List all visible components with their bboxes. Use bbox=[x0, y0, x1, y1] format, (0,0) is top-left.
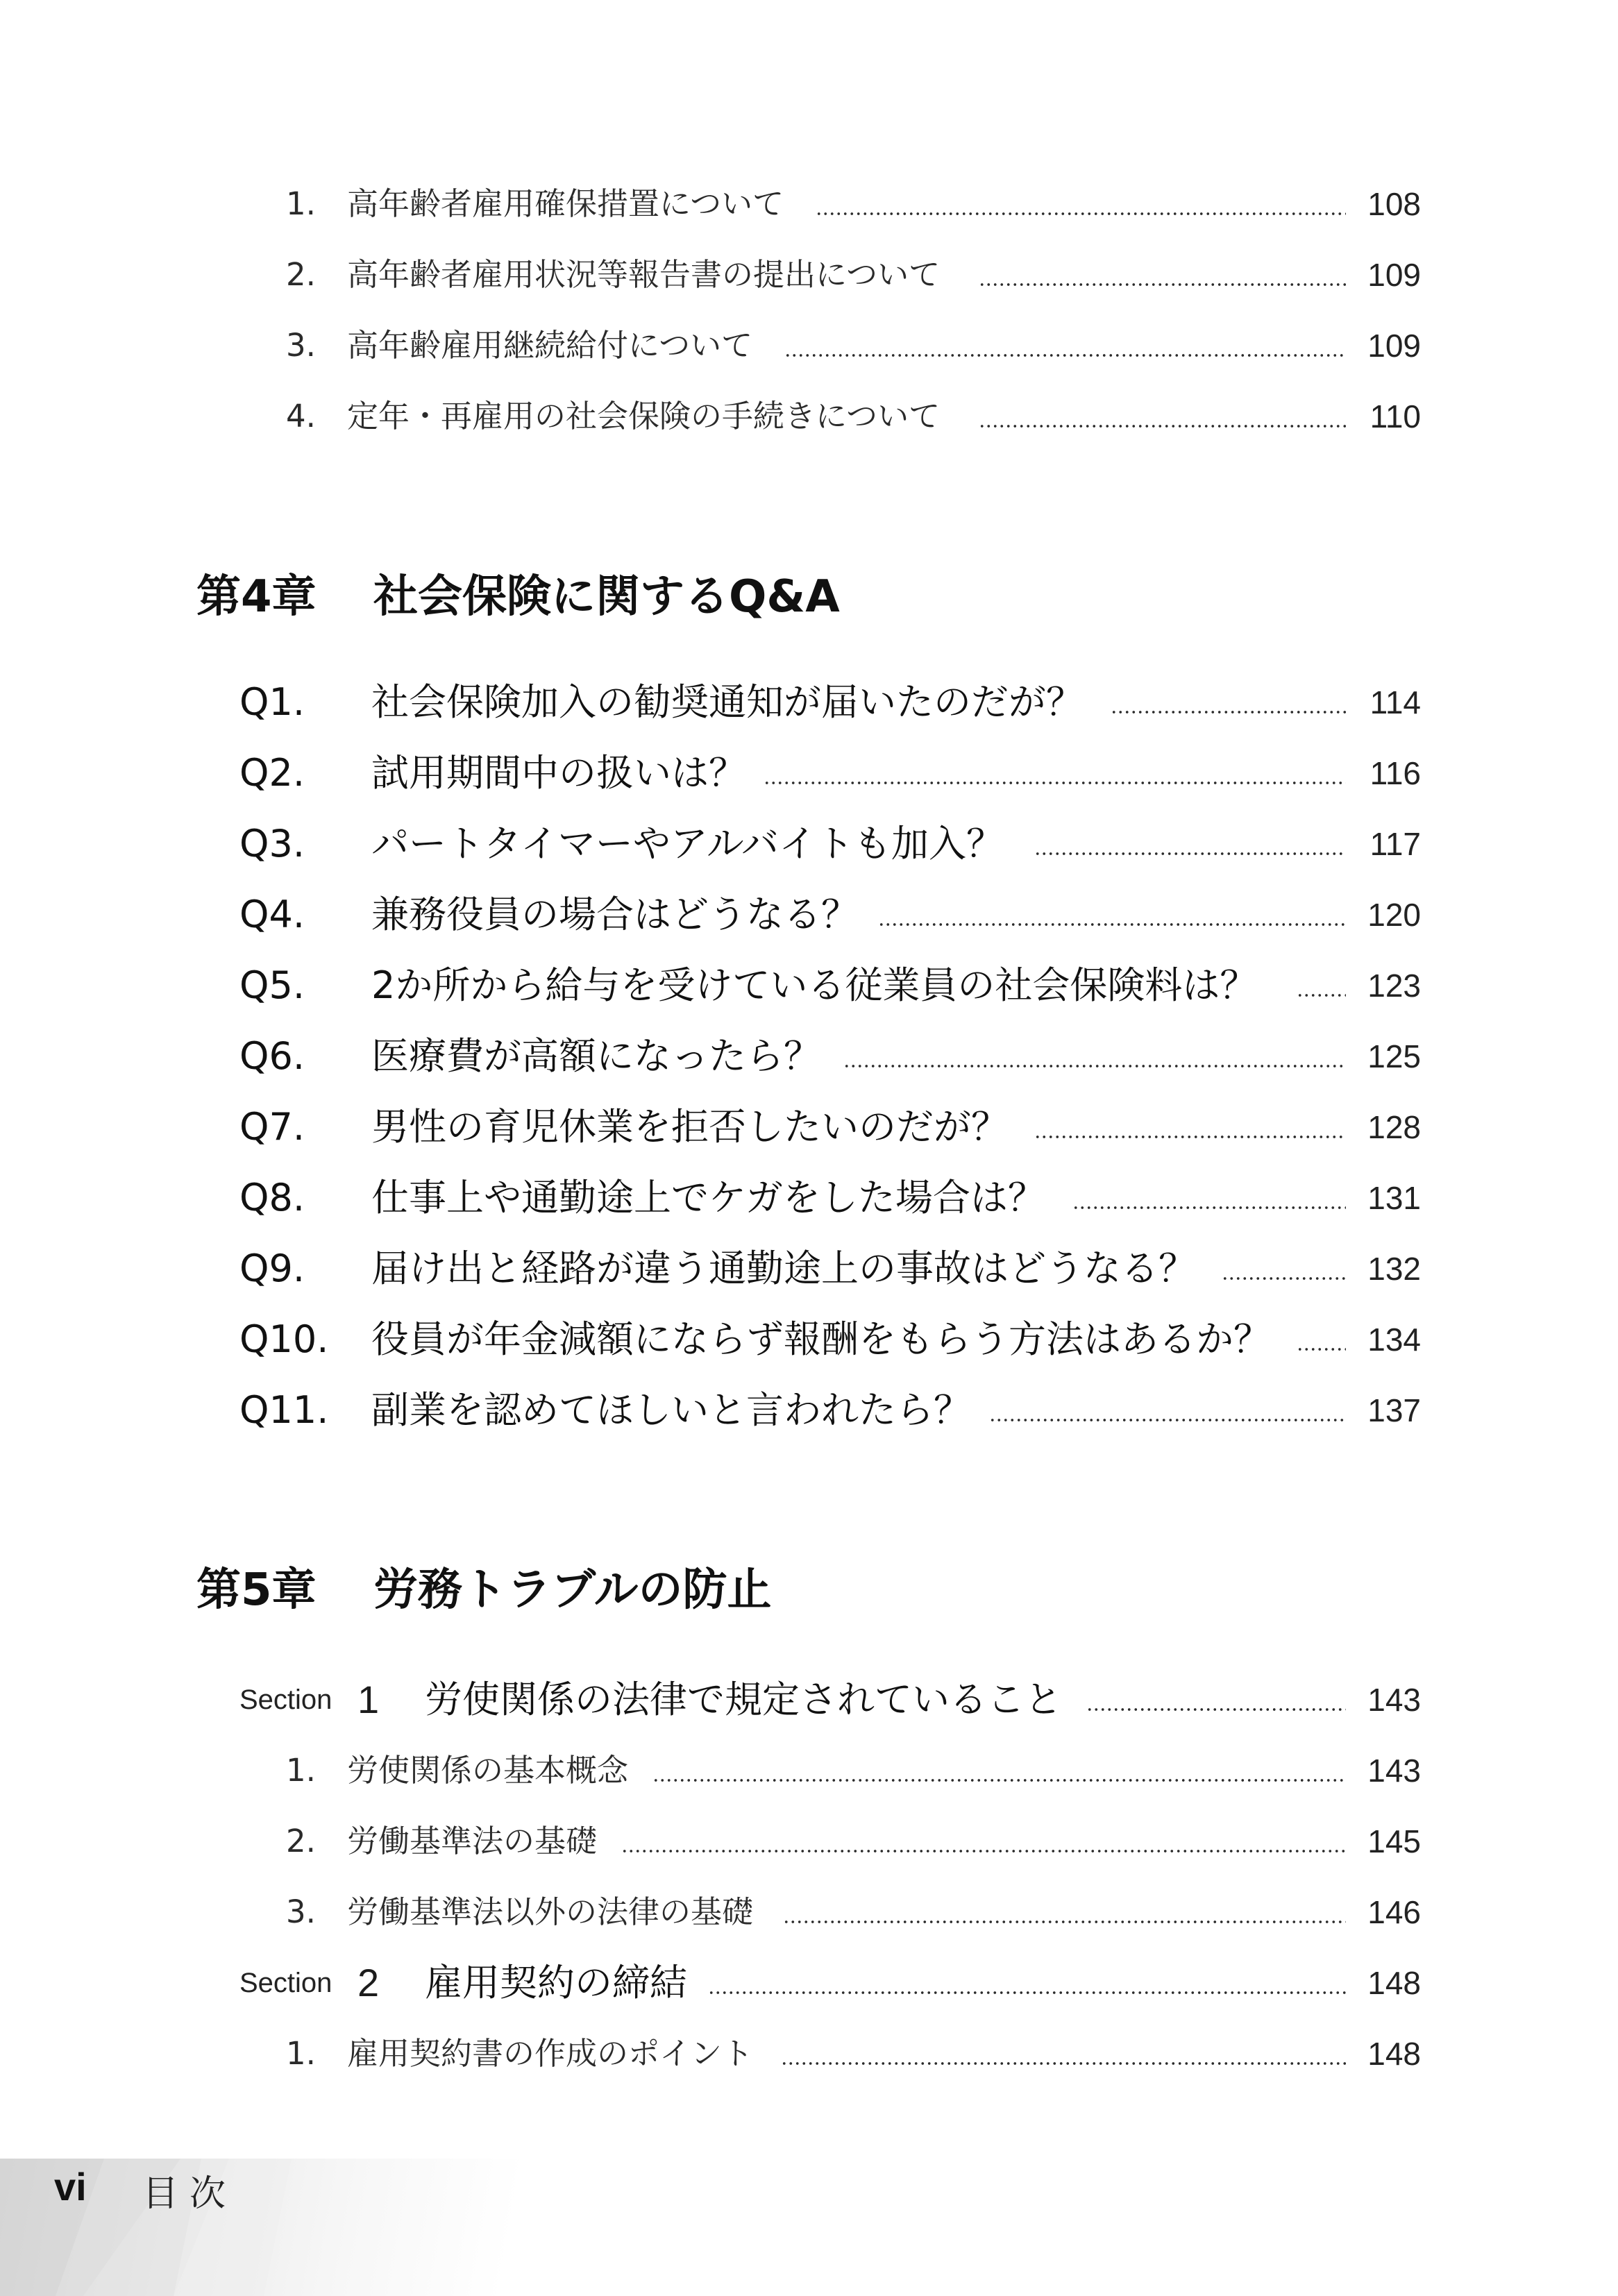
toc-entry[interactable] bbox=[0, 1739, 1618, 1802]
entry-title: 雇用契約書の作成のポイント bbox=[347, 2035, 754, 2072]
question-title: 届け出と経路が違う通勤途上の事故はどうなる？ bbox=[371, 1247, 1196, 1290]
entry-number: 1. bbox=[286, 2035, 316, 2072]
question-number: Q4. bbox=[239, 893, 305, 936]
footer-page-number: vi bbox=[54, 2165, 87, 2209]
entry-number: 1. bbox=[286, 185, 316, 222]
entry-title: 高年齢者雇用確保措置について bbox=[347, 185, 784, 222]
entry-page: 145 bbox=[1367, 1823, 1421, 1859]
toc-section[interactable] bbox=[0, 1669, 1618, 1731]
question-number: Q9. bbox=[239, 1247, 305, 1290]
dot-leader bbox=[1072, 1206, 1346, 1210]
dot-leader bbox=[1034, 1135, 1346, 1139]
toc-question[interactable] bbox=[0, 884, 1618, 946]
question-page: 128 bbox=[1367, 1109, 1421, 1145]
entry-number: 2. bbox=[286, 1823, 316, 1859]
question-page: 137 bbox=[1367, 1392, 1421, 1428]
question-number: Q3. bbox=[239, 822, 305, 866]
entry-number: 2. bbox=[286, 256, 316, 293]
entry-title: 高年齢雇用継続給付について bbox=[347, 327, 753, 364]
dot-leader bbox=[1034, 852, 1346, 856]
question-number: Q6. bbox=[239, 1034, 305, 1078]
toc-question[interactable] bbox=[0, 1096, 1618, 1158]
toc-question[interactable] bbox=[0, 742, 1618, 804]
toc-entry[interactable] bbox=[0, 2023, 1618, 2085]
entry-number: 3. bbox=[286, 327, 316, 364]
question-number: Q5. bbox=[239, 963, 305, 1007]
question-number: Q2. bbox=[239, 751, 305, 795]
toc-question[interactable] bbox=[0, 671, 1618, 734]
toc-entry[interactable] bbox=[0, 385, 1618, 448]
toc-entry[interactable] bbox=[0, 314, 1618, 377]
dot-leader bbox=[652, 1778, 1346, 1782]
question-title: 男性の育児休業を拒否したいのだが？ bbox=[371, 1105, 1009, 1149]
chapter-title: 労務トラブルの防止 bbox=[373, 1564, 772, 1616]
question-number: Q1. bbox=[239, 680, 305, 724]
entry-title: 労働基準法以外の法律の基礎 bbox=[347, 1893, 754, 1930]
dot-leader bbox=[979, 282, 1346, 287]
question-number: Q7. bbox=[239, 1105, 305, 1149]
entry-page: 146 bbox=[1367, 1894, 1421, 1930]
toc-entry[interactable] bbox=[0, 244, 1618, 306]
toc-entry[interactable] bbox=[0, 1810, 1618, 1873]
question-page: 114 bbox=[1370, 684, 1421, 720]
chapter-number: 第4章 bbox=[196, 571, 317, 623]
question-page: 120 bbox=[1367, 897, 1421, 933]
entry-page: 108 bbox=[1367, 186, 1421, 222]
dot-leader bbox=[979, 424, 1346, 428]
dot-leader bbox=[708, 1991, 1346, 1995]
entry-number: 4. bbox=[286, 398, 316, 434]
question-page: 125 bbox=[1367, 1038, 1421, 1074]
dot-leader bbox=[764, 781, 1346, 785]
question-page: 132 bbox=[1367, 1251, 1421, 1287]
question-number: Q10. bbox=[239, 1317, 329, 1361]
toc-question[interactable] bbox=[0, 1379, 1618, 1442]
question-title: 2か所から給与を受けている従業員の社会保険料は？ bbox=[371, 963, 1258, 1007]
question-title: 社会保険加入の勧奨通知が届いたのだが？ bbox=[371, 680, 1084, 724]
section-page: 148 bbox=[1367, 1965, 1421, 2001]
question-title: パートタイマーやアルバイトも加入？ bbox=[371, 822, 1004, 866]
question-number: Q8. bbox=[239, 1176, 305, 1219]
entry-number: 1. bbox=[286, 1752, 316, 1789]
footer-label: 目次 bbox=[142, 2173, 237, 2215]
question-title: 役員が年金減額にならず報酬をもらう方法はあるか？ bbox=[371, 1317, 1271, 1361]
footer-band bbox=[0, 2159, 1618, 2296]
chapter-number: 第5章 bbox=[196, 1564, 317, 1616]
section-page: 143 bbox=[1367, 1682, 1421, 1718]
chapter-5-heading[interactable] bbox=[196, 1552, 771, 1628]
dot-leader bbox=[1297, 1347, 1346, 1351]
section-label: Section bbox=[239, 1968, 332, 1998]
entry-title: 労働基準法の基礎 bbox=[347, 1823, 598, 1859]
section-title: 雇用契約の締結 bbox=[425, 1961, 687, 2004]
dot-leader bbox=[816, 212, 1346, 216]
question-title: 副業を認めてほしいと言われたら？ bbox=[371, 1388, 971, 1432]
toc-section[interactable] bbox=[0, 1952, 1618, 2014]
question-number: Q11. bbox=[239, 1388, 329, 1432]
entry-title: 労使関係の基本概念 bbox=[347, 1752, 629, 1789]
section-number: 2 bbox=[357, 1961, 380, 2004]
section-label: Section bbox=[239, 1685, 332, 1715]
section-number: 1 bbox=[357, 1678, 380, 1721]
chapter-4-heading[interactable] bbox=[196, 559, 840, 635]
toc-entry[interactable] bbox=[0, 173, 1618, 235]
entry-title: 定年・再雇用の社会保険の手続きについて bbox=[347, 398, 941, 434]
entry-page: 143 bbox=[1367, 1753, 1421, 1789]
question-title: 兼務役員の場合はどうなる？ bbox=[371, 893, 859, 936]
question-title: 試用期間中の扱いは？ bbox=[371, 751, 746, 795]
dot-leader bbox=[1222, 1276, 1346, 1281]
toc-question[interactable] bbox=[0, 1238, 1618, 1300]
toc-question[interactable] bbox=[0, 1308, 1618, 1371]
toc-question[interactable] bbox=[0, 954, 1618, 1017]
toc-question[interactable] bbox=[0, 1167, 1618, 1229]
dot-leader bbox=[783, 1920, 1346, 1924]
entry-page: 109 bbox=[1367, 328, 1421, 364]
toc-question[interactable] bbox=[0, 1025, 1618, 1088]
question-page: 116 bbox=[1370, 755, 1421, 791]
chapter-title: 社会保険に関するQ&A bbox=[373, 571, 840, 623]
dot-leader bbox=[878, 922, 1346, 927]
question-page: 134 bbox=[1367, 1322, 1421, 1358]
question-page: 123 bbox=[1367, 968, 1421, 1004]
question-page: 117 bbox=[1370, 826, 1421, 862]
section-title: 労使関係の法律で規定されていること bbox=[425, 1678, 1062, 1721]
entry-number: 3. bbox=[286, 1893, 316, 1930]
dot-leader bbox=[1086, 1707, 1346, 1712]
question-title: 仕事上や通勤途上でケガをした場合は？ bbox=[371, 1176, 1045, 1219]
entry-page: 148 bbox=[1367, 2036, 1421, 2072]
dot-leader bbox=[621, 1849, 1346, 1853]
toc-entry[interactable] bbox=[0, 1881, 1618, 1943]
entry-title: 高年齢者雇用状況等報告書の提出について bbox=[347, 256, 941, 293]
dot-leader bbox=[843, 1064, 1346, 1068]
question-page: 131 bbox=[1367, 1180, 1421, 1216]
dot-leader bbox=[784, 353, 1346, 357]
toc-question[interactable] bbox=[0, 813, 1618, 875]
dot-leader bbox=[1111, 710, 1346, 714]
entry-page: 110 bbox=[1370, 398, 1421, 434]
dot-leader bbox=[1297, 993, 1346, 997]
question-title: 医療費が高額になったら？ bbox=[371, 1034, 821, 1078]
entry-page: 109 bbox=[1367, 257, 1421, 293]
dot-leader bbox=[781, 2061, 1346, 2066]
dot-leader bbox=[989, 1418, 1346, 1422]
